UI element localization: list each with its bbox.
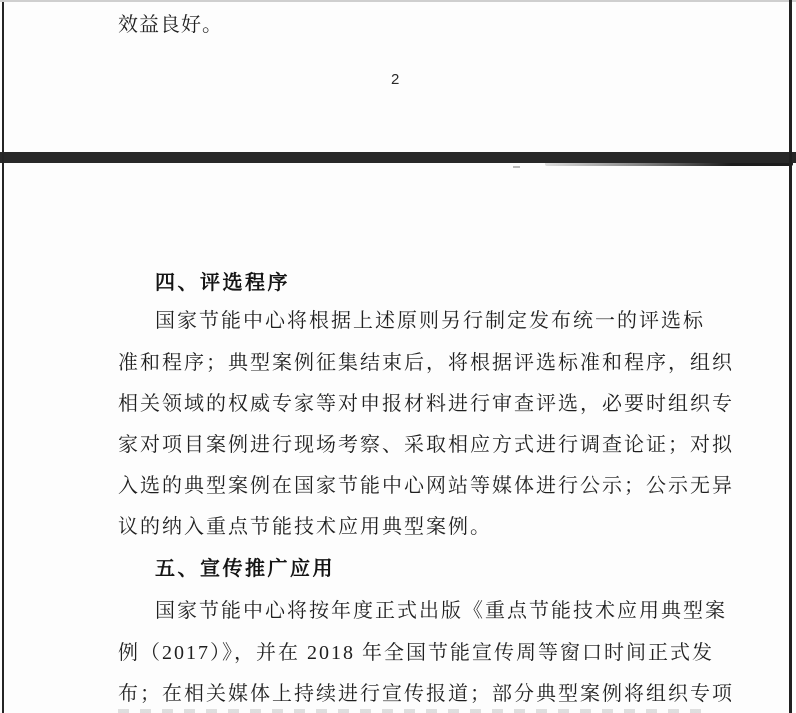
page-separator-bar [0,152,796,163]
body-line: 议的纳入重点节能技术应用典型案例。 [118,516,492,538]
section-heading-4: 四、评选程序 [155,272,290,294]
body-line: 准和程序；典型案例征集结束后，将根据评选标准和程序，组织 [118,352,734,374]
body-line: 相关领域的权威专家等对申报材料进行审查评选，必要时组织专 [118,393,734,415]
prev-page-tail-text: 效益良好。 [118,14,223,36]
body-line: 国家节能中心将根据上述原则另行制定发布统一的评选标 [155,310,705,332]
scan-edge-top [0,0,796,2]
scan-edge-right [789,0,792,713]
body-line: 国家节能中心将按年度正式出版《重点节能技术应用典型案 [155,600,727,622]
section-heading-5: 五、宣传推广应用 [155,558,335,580]
body-line: 家对项目案例进行现场考察、采取相应方式进行调查论证；对拟 [118,434,734,456]
body-line: 例（2017）》，并在 2018 年全国节能宣传周等窗口时间正式发 [118,642,714,664]
page-number: 2 [391,71,400,88]
scan-artifact-line [545,163,793,166]
cut-off-text-line [118,709,704,713]
body-line: 入选的典型案例在国家节能中心网站等媒体进行公示；公示无异 [118,475,734,497]
scan-artifact-dot [513,166,520,168]
scan-edge-left [2,2,4,713]
body-line: 布；在相关媒体上持续进行宣传报道；部分典型案例将组织专项 [118,683,734,705]
